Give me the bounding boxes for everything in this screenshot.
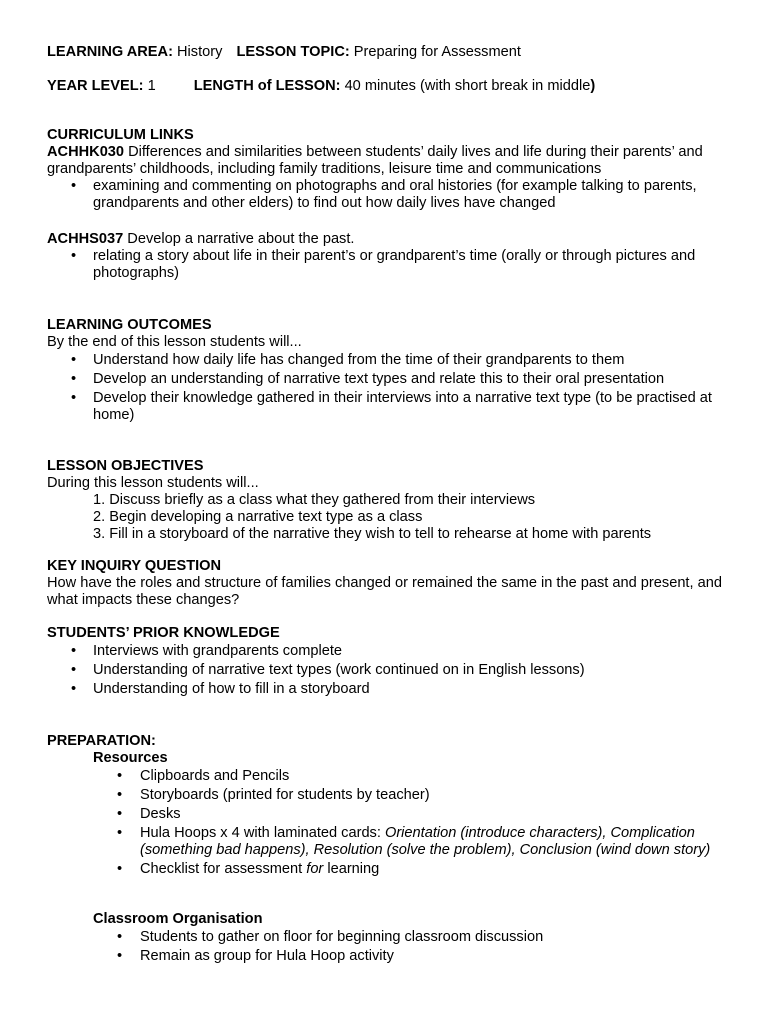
curriculum-code-1: ACHHK030 bbox=[47, 144, 125, 160]
year-level-line bbox=[47, 78, 727, 95]
checklist-a: Checklist for assessment bbox=[140, 861, 307, 877]
list-item: • examining and commenting on photographs and oral histories (for example talking to parents, grandparents and other elders) to find out how daily lives have changed bbox=[47, 178, 727, 212]
list-item: • Understanding of how to fill in a storyboard bbox=[47, 681, 727, 698]
curriculum-code-2: ACHHS037 bbox=[47, 231, 124, 247]
list-item bbox=[47, 825, 727, 859]
year-level-label: YEAR LEVEL: bbox=[47, 78, 144, 94]
outcomes-heading: LEARNING OUTCOMES bbox=[47, 317, 212, 333]
inquiry-text: How have the roles and structure of families changed or remained the same in the past and present, and what impacts these changes? bbox=[47, 575, 722, 608]
curriculum-desc-2: Develop a narrative about the past. bbox=[123, 231, 355, 247]
objectives-heading: LESSON OBJECTIVES bbox=[47, 458, 204, 474]
list-item: • Develop an understanding of narrative text types and relate this to their oral presentation bbox=[47, 371, 727, 388]
list-item: • Clipboards and Pencils bbox=[47, 768, 727, 785]
list-item: • Remain as group for Hula Hoop activity bbox=[47, 948, 727, 965]
list-item: 2. Begin developing a narrative text type as a class bbox=[93, 509, 423, 525]
curriculum-bullets-2 bbox=[47, 248, 727, 282]
list-item bbox=[47, 861, 727, 878]
outcomes-section bbox=[47, 317, 727, 424]
curriculum-link-1 bbox=[47, 144, 727, 178]
checklist-b: for bbox=[306, 861, 324, 877]
list-item: 1. Discuss briefly as a class what they gathered from their interviews bbox=[93, 492, 536, 508]
list-item: • Storyboards (printed for students by teacher) bbox=[47, 787, 727, 804]
list-item: • Develop their knowledge gathered in their interviews into a narrative text type (to be practised at home) bbox=[47, 390, 727, 424]
list-item: • Understand how daily life has changed from the time of their grandparents to them bbox=[47, 352, 727, 369]
classroom-organisation-section bbox=[47, 911, 727, 965]
learning-area-line bbox=[47, 44, 727, 61]
preparation-heading: PREPARATION: bbox=[47, 733, 156, 749]
year-level-value: 1 bbox=[147, 78, 156, 94]
outcomes-intro: By the end of this lesson students will... bbox=[47, 334, 302, 350]
lesson-topic-value: Preparing for Assessment bbox=[353, 44, 521, 60]
prior-list bbox=[47, 643, 727, 698]
curriculum-section bbox=[47, 127, 727, 212]
curriculum-heading: CURRICULUM LINKS bbox=[47, 127, 194, 143]
objectives-list bbox=[47, 492, 727, 543]
objectives-section bbox=[47, 458, 727, 543]
objectives-intro: During this lesson students will... bbox=[47, 475, 259, 491]
preparation-section bbox=[47, 733, 727, 878]
list-item: • Desks bbox=[47, 806, 727, 823]
org-list bbox=[47, 929, 727, 965]
checklist-c: learning bbox=[323, 861, 380, 877]
list-item: • Students to gather on floor for beginning classroom discussion bbox=[47, 929, 727, 946]
inquiry-section bbox=[47, 558, 727, 609]
length-value: 40 minutes (with short break in middle bbox=[344, 78, 591, 94]
outcomes-list bbox=[47, 352, 727, 424]
resources-list bbox=[47, 768, 727, 878]
list-item: • Interviews with grandparents complete bbox=[47, 643, 727, 660]
lesson-topic-label: LESSON TOPIC: bbox=[236, 44, 350, 60]
curriculum-bullets-1 bbox=[47, 178, 727, 212]
learning-area-value: History bbox=[177, 44, 223, 60]
prior-knowledge-section bbox=[47, 625, 727, 698]
org-heading: Classroom Organisation bbox=[93, 911, 263, 927]
length-paren: ) bbox=[590, 78, 596, 94]
resources-heading: Resources bbox=[93, 750, 168, 766]
curriculum-link-2-block bbox=[47, 231, 727, 282]
prior-heading: STUDENTS’ PRIOR KNOWLEDGE bbox=[47, 625, 280, 641]
list-item: • relating a story about life in their parent’s or grandparent’s time (orally or through pictures and photographs) bbox=[47, 248, 727, 282]
curriculum-link-2 bbox=[47, 231, 727, 248]
list-item: 3. Fill in a storyboard of the narrative they wish to tell to rehearse at home with parents bbox=[93, 526, 652, 542]
hula-stages: Orientation (introduce characters), Complication (something bad happens), Resolution (solve the problem), Conclusion (wind down story) bbox=[140, 825, 711, 858]
list-item: • Understanding of narrative text types (work continued on in English lessons) bbox=[47, 662, 727, 679]
learning-area-label: LEARNING AREA: bbox=[47, 44, 173, 60]
curriculum-desc-1: Differences and similarities between students’ daily lives and life during their parents’ and grandparents’ childhoods, including family traditions, leisure time and communications bbox=[47, 144, 703, 177]
inquiry-heading: KEY INQUIRY QUESTION bbox=[47, 558, 222, 574]
length-label: LENGTH of LESSON: bbox=[193, 78, 341, 94]
hula-prefix: Hula Hoops x 4 with laminated cards: bbox=[140, 825, 385, 841]
